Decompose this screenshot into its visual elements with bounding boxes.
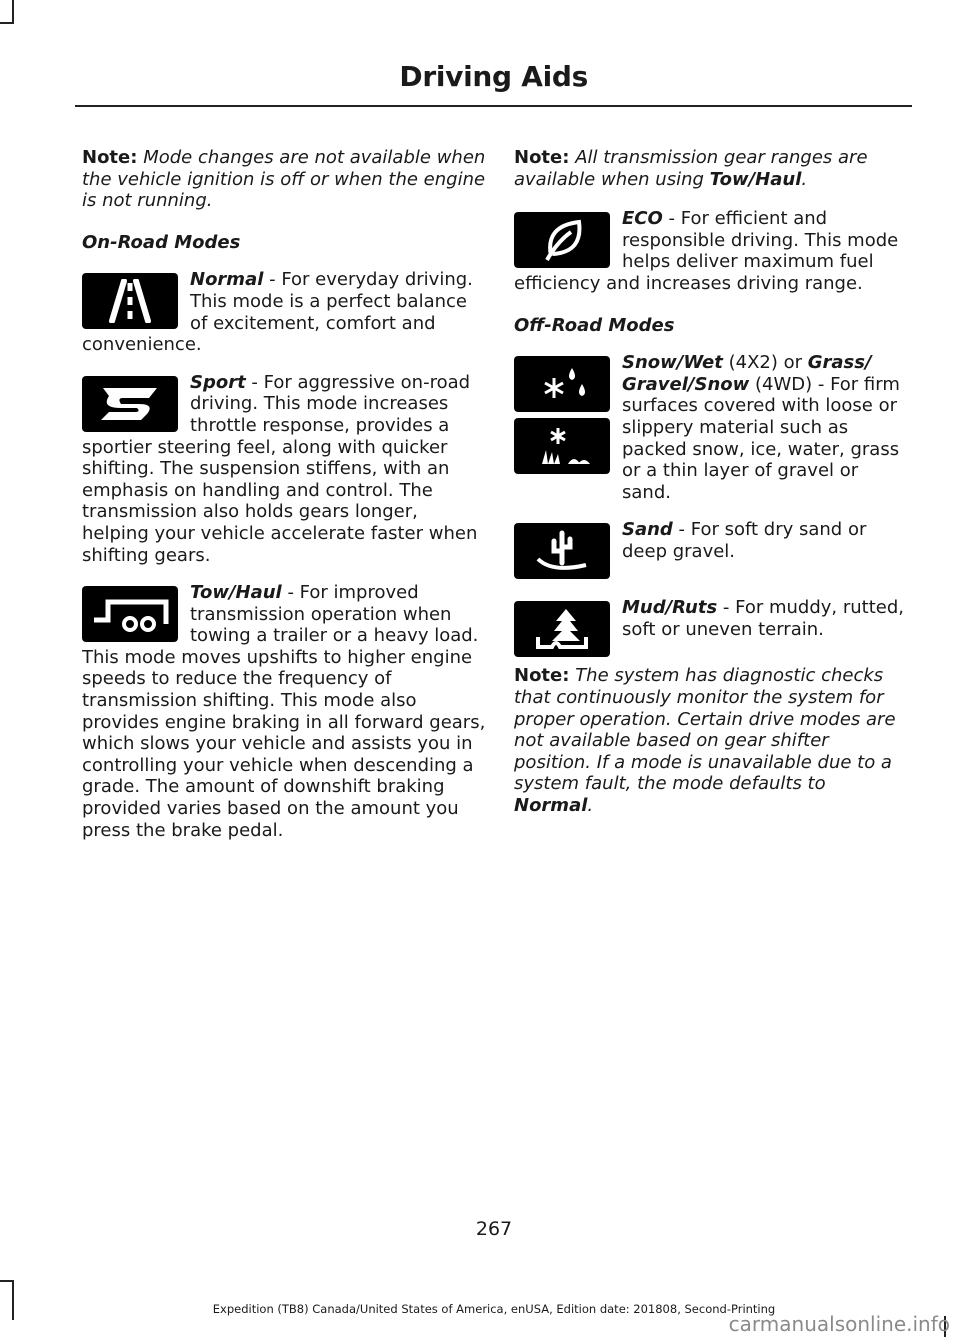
mode-snow-grass: Snow/Wet (4X2) or Grass/ Gravel/Snow (4WD) - For firm surfaces covered with loose or slippery material such as packed snow, ice, water, grass or a thin layer of gravel or sand. bbox=[514, 352, 909, 503]
mode-normal: Normal - For everyday driving. This mode is a perfect balance of excitement, comfort and convenience. bbox=[82, 269, 473, 356]
footer-edition: Expedition (TB8) Canada/United States of America, enUSA, Edition date: 201808, Second-Printing bbox=[212, 1302, 776, 1316]
tow-haul-trailer-icon bbox=[82, 586, 178, 642]
note-diagnostics: Note: The system has diagnostic checks that continuously monitor the system for proper operation. Certain drive modes are not available based on gear shifter position. If a mode is unavailable due to a system fault, the mode defaults to Normal. bbox=[514, 665, 896, 816]
sport-s-icon bbox=[82, 376, 178, 432]
header-divider bbox=[75, 105, 912, 107]
crop-mark bbox=[0, 22, 14, 24]
eco-leaf-icon bbox=[514, 212, 610, 268]
crop-mark bbox=[12, 0, 14, 22]
mode-eco: ECO - For efficient and responsible driving. This mode helps deliver maximum fuel efficiency and increases driving range. bbox=[514, 208, 899, 294]
snow-icons bbox=[514, 356, 610, 480]
offroad-heading: Off-Road Modes bbox=[514, 314, 675, 336]
page-number: 267 bbox=[475, 1218, 513, 1240]
note-tow-haul: Note: All transmission gear ranges are available when using Tow/Haul. bbox=[514, 147, 868, 190]
mud-ruts-icon bbox=[514, 601, 610, 657]
page-title: Driving Aids bbox=[399, 60, 588, 93]
mode-tow-haul: Tow/Haul - For improved transmission operation when towing a trailer or a heavy load. This mode moves upshifts to higher engine speeds to reduce the frequency of transmission shifting. This mode also provides engine braking in all forward gears, which slows your vehicle and assists you in controlling your vehicle when descending a grade. The amount of downshift braking provided varies based on the amount you press the brake pedal. bbox=[82, 582, 486, 841]
note-intro: Note: Mode changes are not available when the vehicle ignition is off or when the engine is not running. bbox=[82, 147, 486, 212]
mode-sand: Sand - For soft dry sand or deep gravel. bbox=[514, 519, 909, 581]
mode-mud-ruts: Mud/Ruts - For muddy, rutted, soft or uneven terrain. bbox=[514, 597, 909, 659]
sand-cactus-icon bbox=[514, 523, 610, 579]
snow-wet-icon bbox=[514, 356, 610, 412]
grass-gravel-snow-icon bbox=[514, 418, 610, 474]
left-column bbox=[82, 147, 487, 841]
mode-sport: Sport - For aggressive on-road driving. This mode increases throttle response, provides a sportier steering feel, along with quicker shifting. The suspension stiffens, with an emphasis on handling and control. The transmission also holds gears longer, helping your vehicle accelerate faster when shifting gears. bbox=[82, 371, 478, 566]
onroad-heading: On-Road Modes bbox=[82, 231, 241, 253]
watermark: carmanualsonline.info bbox=[728, 1312, 950, 1336]
right-column bbox=[514, 147, 909, 816]
normal-road-icon bbox=[82, 273, 178, 329]
crop-mark bbox=[0, 1280, 14, 1282]
